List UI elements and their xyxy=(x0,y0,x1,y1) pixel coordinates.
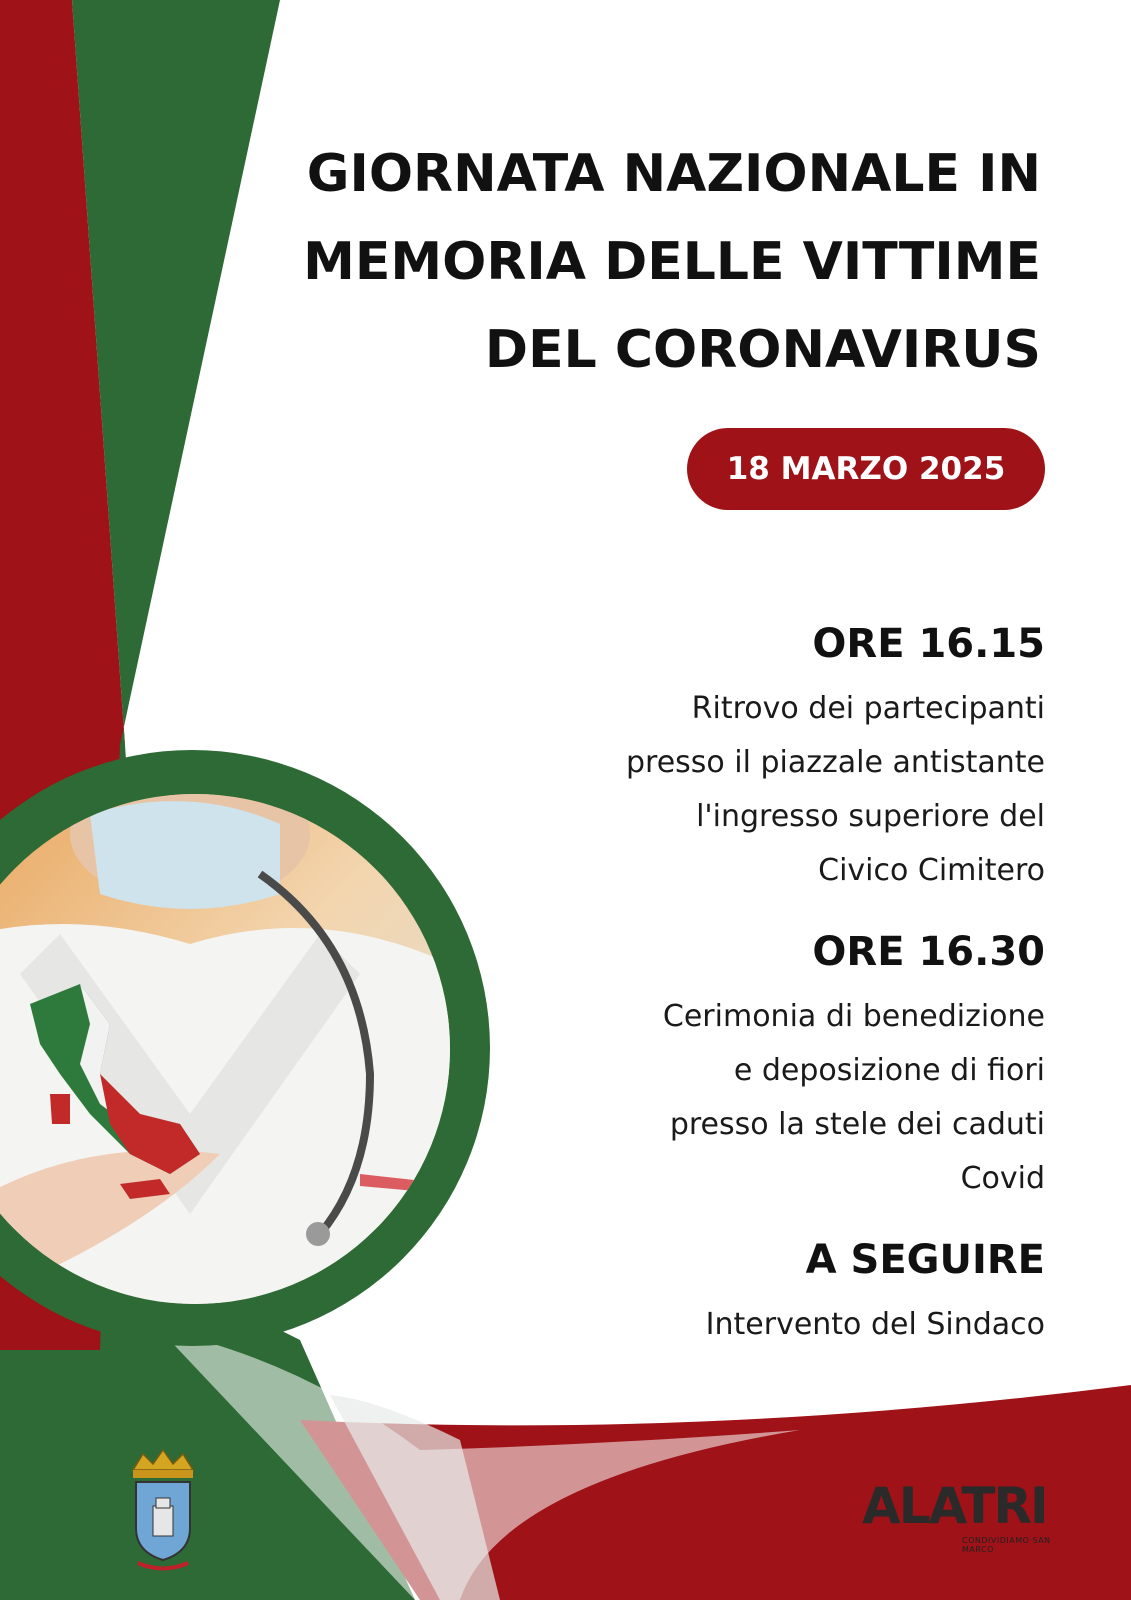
event-description-line: presso il piazzale antistante xyxy=(625,745,1045,780)
title-line: MEMORIA DELLE VITTIME xyxy=(303,232,1041,292)
event-title xyxy=(281,130,1041,394)
event-description-line: Civico Cimitero xyxy=(818,853,1045,888)
title-line: DEL CORONAVIRUS xyxy=(484,320,1041,380)
schedule-item xyxy=(445,920,1045,1206)
event-description-line: presso la stele dei caduti xyxy=(669,1107,1045,1142)
title-line: GIORNATA NAZIONALE IN xyxy=(306,144,1041,204)
municipal-coat-of-arms-icon xyxy=(108,1448,218,1574)
event-time: ORE 16.30 xyxy=(812,929,1045,975)
logo-word: ALATRI xyxy=(862,1477,1047,1535)
logo-subtitle: CONDIVIDIAMO SAN MARCO xyxy=(962,1536,1051,1554)
event-description-line: Intervento del Sindaco xyxy=(705,1307,1045,1342)
event-description-line: Covid xyxy=(960,1161,1045,1196)
event-description-line: Cerimonia di benedizione xyxy=(662,999,1045,1034)
event-description-line: Ritrovo dei partecipanti xyxy=(691,691,1045,726)
schedule-item xyxy=(445,1228,1045,1352)
schedule-item xyxy=(445,612,1045,898)
event-schedule xyxy=(445,612,1045,1374)
event-time: A SEGUIRE xyxy=(805,1237,1045,1283)
event-description-line: e deposizione di fiori xyxy=(733,1053,1045,1088)
event-description-line: l'ingresso superiore del xyxy=(696,799,1045,834)
city-logo xyxy=(862,1478,1062,1558)
event-time: ORE 16.15 xyxy=(812,621,1045,667)
date-badge: 18 MARZO 2025 xyxy=(687,428,1045,510)
